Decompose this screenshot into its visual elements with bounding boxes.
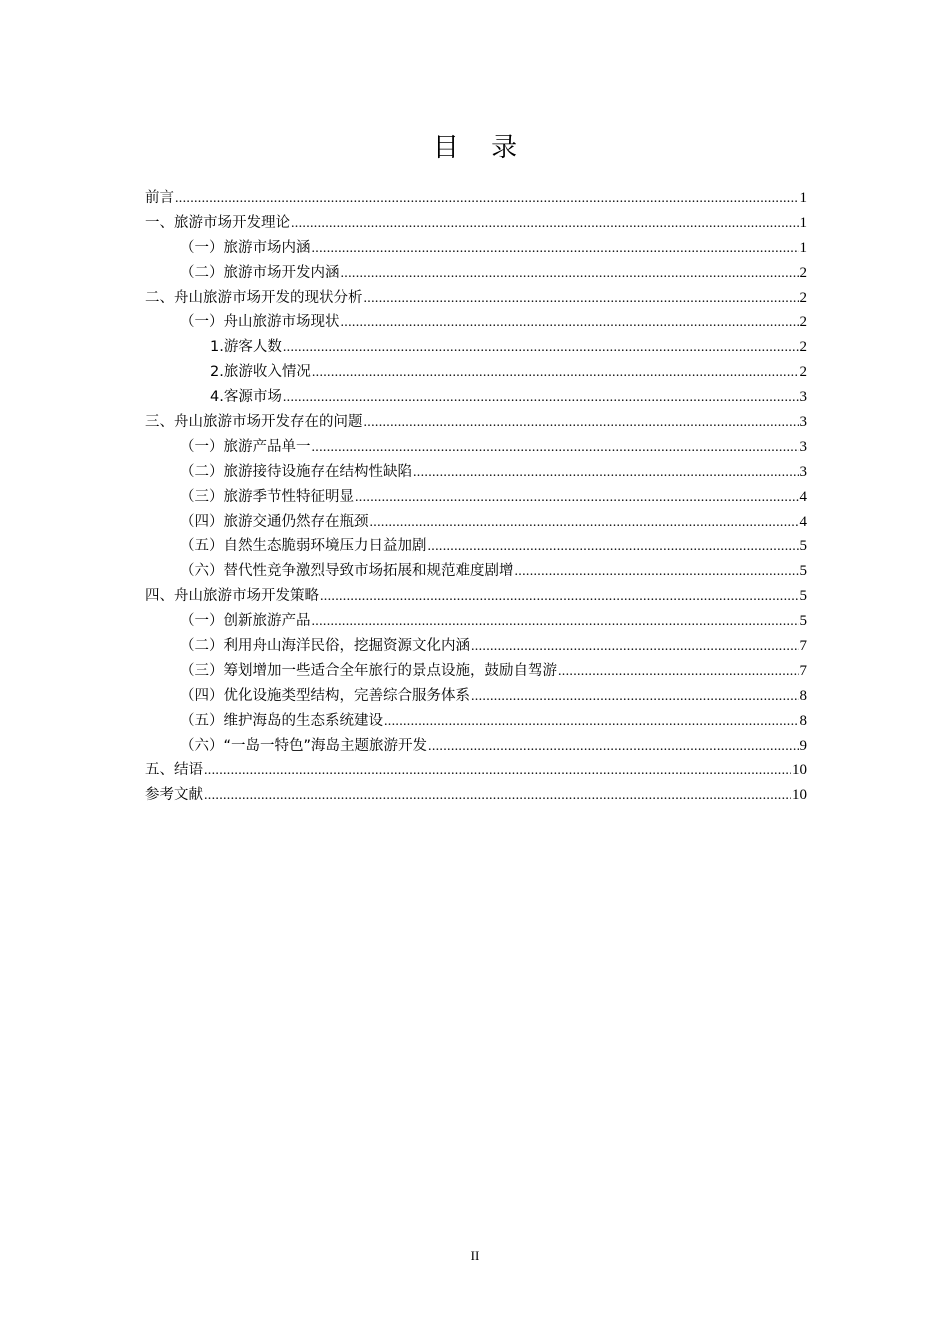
toc-entry-label: （三）筹划增加一些适合全年旅行的景点设施，鼓励自驾游 [180, 662, 557, 679]
toc-dot-leader [341, 262, 799, 287]
toc-page-number: 1 [799, 239, 807, 256]
toc-entry-label: （二）利用舟山海洋民俗，挖掘资源文化内涵 [180, 638, 470, 655]
toc-page-number: 4 [799, 488, 807, 505]
toc-page-number: 1 [799, 190, 807, 206]
toc-entry-label: 4.客源市场 [210, 389, 282, 406]
toc-dot-leader [364, 287, 799, 312]
toc-entry-label: 三、舟山旅游市场开发存在的问题 [145, 414, 363, 431]
toc-entry-label: （二）旅游接待设施存在结构性缺陷 [180, 463, 412, 480]
toc-entry[interactable] [145, 310, 807, 335]
toc-dot-leader [312, 237, 799, 262]
toc-page-number: 2 [799, 289, 807, 306]
toc-entry-label: （一）舟山旅游市场现状 [180, 314, 340, 331]
toc-page-number: 8 [799, 687, 807, 704]
toc-page-number: 3 [799, 389, 807, 406]
toc-entry-label: （六）替代性竞争激烈导致市场拓展和规范难度剧增 [180, 563, 514, 580]
toc-dot-leader [471, 685, 799, 710]
toc-entry-label: 四、舟山旅游市场开发策略 [145, 588, 319, 605]
toc-page-number: 2 [799, 314, 807, 331]
toc-entry[interactable] [145, 584, 807, 609]
toc-entry[interactable] [145, 684, 807, 709]
toc-entry[interactable] [145, 709, 807, 734]
toc-page-number: 3 [799, 414, 807, 431]
toc-entry-label: （一）旅游产品单一 [180, 438, 311, 455]
toc-page-number: 2 [799, 339, 807, 356]
toc-entry[interactable] [145, 385, 807, 410]
toc-page-number: 5 [799, 613, 807, 630]
toc-entry-label: 二、舟山旅游市场开发的现状分析 [145, 289, 363, 306]
toc-entry[interactable] [145, 609, 807, 634]
toc-page-number: 8 [799, 712, 807, 729]
toc-page-number: 2 [799, 364, 807, 381]
toc-dot-leader [204, 784, 791, 809]
page-title: 目 录 [432, 133, 530, 163]
toc-entry[interactable] [145, 510, 807, 535]
toc-entry-label: （一）旅游市场内涵 [180, 239, 311, 256]
toc-entry[interactable] [145, 286, 807, 311]
toc-entry-label: （二）旅游市场开发内涵 [180, 264, 340, 281]
toc-entry-label: （一）创新旅游产品 [180, 613, 311, 630]
toc-entry-label: （六）“一岛一特色”海岛主题旅游开发 [180, 737, 428, 754]
toc-page-number: 3 [799, 438, 807, 455]
toc-dot-leader [428, 735, 798, 760]
toc-dot-leader [291, 212, 799, 237]
toc-entry-label: （四）优化设施类型结构，完善综合服务体系 [180, 687, 470, 704]
toc-page-number: 5 [799, 563, 807, 580]
toc-page-number: 10 [792, 762, 807, 779]
toc-entry-label: 2.旅游收入情况 [210, 364, 311, 381]
page-number-footer: II [470, 1248, 480, 1263]
toc-entry[interactable] [145, 435, 807, 460]
toc-dot-leader [283, 336, 799, 361]
toc-entry-label: 前言 [145, 190, 174, 206]
toc-page-number: 2 [799, 264, 807, 281]
toc-dot-leader [320, 585, 799, 610]
toc-entry-label: （四）旅游交通仍然存在瓶颈 [180, 513, 369, 530]
toc-page-number: 4 [799, 513, 807, 530]
toc-dot-leader [355, 486, 799, 511]
toc-dot-leader [204, 759, 791, 784]
toc-entry[interactable] [145, 211, 807, 236]
toc-entry-label: 1.游客人数 [210, 339, 282, 356]
toc-page-number: 5 [799, 588, 807, 605]
toc-entry[interactable] [145, 186, 807, 211]
toc-dot-leader [312, 436, 799, 461]
toc-entry-label: （三）旅游季节性特征明显 [180, 488, 354, 505]
table-of-contents [145, 186, 807, 808]
toc-dot-leader [341, 311, 799, 336]
toc-page-number: 5 [799, 538, 807, 555]
toc-page-number: 9 [799, 737, 807, 754]
toc-dot-leader [428, 535, 799, 560]
toc-page-number: 10 [792, 787, 807, 804]
toc-dot-leader [471, 635, 799, 660]
toc-entry[interactable] [145, 261, 807, 286]
toc-dot-leader [312, 361, 799, 386]
toc-page-number: 7 [799, 662, 807, 679]
toc-entry[interactable] [145, 460, 807, 485]
toc-page-number: 3 [799, 463, 807, 480]
toc-entry-label: （五）维护海岛的生态系统建设 [180, 712, 383, 729]
toc-entry-label: 一、旅游市场开发理论 [145, 214, 290, 231]
toc-entry[interactable] [145, 236, 807, 261]
toc-entry[interactable] [145, 659, 807, 684]
toc-dot-leader [515, 560, 799, 585]
toc-entry[interactable] [145, 335, 807, 360]
toc-dot-leader [558, 660, 799, 685]
toc-dot-leader [364, 411, 799, 436]
toc-page-number: 1 [799, 214, 807, 231]
toc-entry-label: 五、结语 [145, 762, 203, 779]
toc-entry-label: （五）自然生态脆弱环境压力日益加剧 [180, 538, 427, 555]
toc-entry[interactable] [145, 485, 807, 510]
toc-entry[interactable] [145, 734, 807, 759]
toc-dot-leader [413, 461, 799, 486]
toc-entry-label: 参考文献 [145, 787, 203, 804]
toc-dot-leader [312, 610, 799, 635]
toc-entry[interactable] [145, 559, 807, 584]
toc-entry[interactable] [145, 534, 807, 559]
toc-dot-leader [283, 386, 799, 411]
toc-entry[interactable] [145, 410, 807, 435]
toc-dot-leader [175, 187, 799, 212]
toc-entry[interactable] [145, 634, 807, 659]
toc-entry[interactable] [145, 758, 807, 783]
toc-page-number: 7 [799, 638, 807, 655]
toc-entry[interactable] [145, 360, 807, 385]
toc-dot-leader [370, 511, 799, 536]
toc-dot-leader [384, 710, 799, 735]
toc-entry[interactable] [145, 783, 807, 808]
